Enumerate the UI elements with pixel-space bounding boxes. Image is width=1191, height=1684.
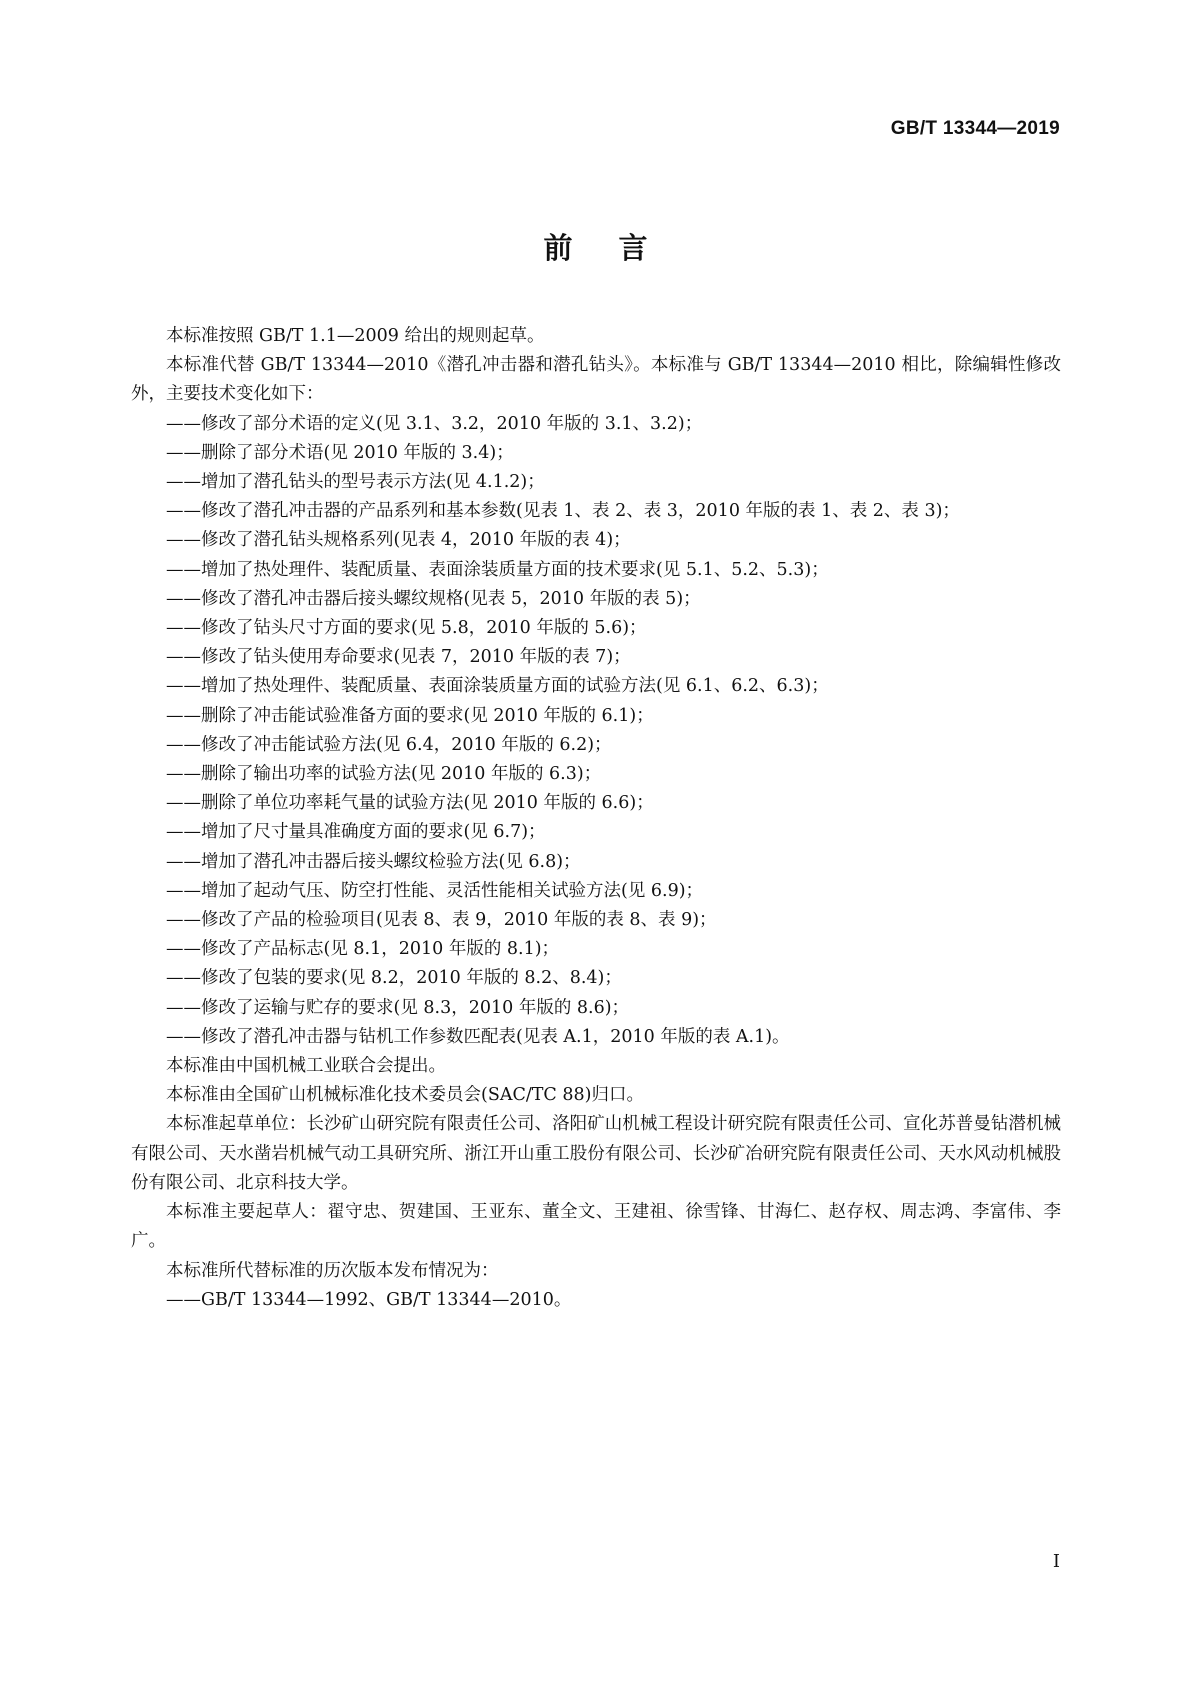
page-title: 前言 <box>543 231 694 265</box>
change-item: ——修改了产品标志(见 8.1，2010 年版的 8.1)； <box>166 939 560 960</box>
change-item: ——增加了热处理件、装配质量、表面涂装质量方面的试验方法(见 6.1、6.2、6.3)； <box>166 676 829 697</box>
change-item: ——修改了产品的检验项目(见表 8、表 9，2010 年版的表 8、表 9)； <box>166 910 717 931</box>
change-item: ——修改了潜孔冲击器后接头螺纹规格(见表 5，2010 年版的表 5)； <box>166 588 701 609</box>
drafters-paragraph: 本标准主要起草人：翟守忠、贺建国、王亚东、董全文、王建祖、徐雪锋、甘海仁、赵存权、周志鸿、李富伟、李广。 <box>131 1202 1061 1252</box>
history-intro-paragraph: 本标准所代替标准的历次版本发布情况为： <box>166 1260 499 1281</box>
change-item: ——增加了热处理件、装配质量、表面涂装质量方面的技术要求(见 5.1、5.2、5.3)； <box>166 559 829 580</box>
history-item: ——GB/T 13344—1992、GB/T 13344—2010。 <box>166 1289 572 1310</box>
change-item: ——修改了包装的要求(见 8.2，2010 年版的 8.2、8.4)； <box>166 968 622 989</box>
change-item: ——删除了冲击能试验准备方面的要求(见 2010 年版的 6.1)； <box>166 705 654 726</box>
change-item: ——修改了潜孔冲击器的产品系列和基本参数(见表 1、表 2、表 3，2010 年版的表 1、表 2、表 3)； <box>166 501 960 522</box>
standard-number: GB/T 13344—2019 <box>890 118 1060 139</box>
change-item: ——修改了冲击能试验方法(见 6.4，2010 年版的 6.2)； <box>166 734 612 755</box>
change-item: ——删除了输出功率的试验方法(见 2010 年版的 6.3)； <box>166 764 602 785</box>
change-item: ——增加了潜孔钻头的型号表示方法(见 4.1.2)； <box>166 472 545 493</box>
change-item: ——修改了钻头使用寿命要求(见表 7，2010 年版的表 7)； <box>166 647 631 668</box>
foreword-body <box>131 322 1061 1315</box>
change-item: ——修改了潜孔钻头规格系列(见表 4，2010 年版的表 4)； <box>166 530 631 551</box>
change-item: ——增加了潜孔冲击器后接头螺纹检验方法(见 6.8)； <box>166 851 581 872</box>
intro-paragraph: 本标准代替 GB/T 13344—2010《潜孔冲击器和潜孔钻头》。本标准与 GB/T 13344—2010 相比，除编辑性修改外，主要技术变化如下： <box>131 355 1061 405</box>
intro-paragraph: 本标准按照 GB/T 1.1—2009 给出的规则起草。 <box>166 326 545 346</box>
drafting-units-paragraph: 本标准起草单位：长沙矿山研究院有限责任公司、洛阳矿山机械工程设计研究院有限责任公司、宣化苏普曼钻潜机械有限公司、天水凿岩机械气动工具研究所、浙江开山重工股份有限公司、长沙矿冶研究院有限责任公司、天水风动机械股份有限公司、北京科技大学。 <box>131 1114 1061 1193</box>
change-item: ——修改了钻头尺寸方面的要求(见 5.8，2010 年版的 5.6)； <box>166 618 647 639</box>
change-item: ——修改了部分术语的定义(见 3.1、3.2，2010 年版的 3.1、3.2)； <box>166 413 703 434</box>
change-item: ——修改了潜孔冲击器与钻机工作参数匹配表(见表 A.1，2010 年版的表 A.1)。 <box>166 1026 790 1047</box>
page-number: I <box>1052 1551 1060 1572</box>
proposer-paragraph: 本标准由中国机械工业联合会提出。 <box>166 1056 446 1077</box>
committee-paragraph: 本标准由全国矿山机械标准化技术委员会(SAC/TC 88)归口。 <box>166 1085 644 1106</box>
change-item: ——删除了部分术语(见 2010 年版的 3.4)； <box>166 442 514 463</box>
change-item: ——增加了尺寸量具准确度方面的要求(见 6.7)； <box>166 822 546 843</box>
change-item: ——增加了起动气压、防空打性能、灵活性能相关试验方法(见 6.9)； <box>166 880 704 901</box>
change-item: ——修改了运输与贮存的要求(见 8.3，2010 年版的 8.6)； <box>166 997 630 1018</box>
change-item: ——删除了单位功率耗气量的试验方法(见 2010 年版的 6.6)； <box>166 793 654 814</box>
